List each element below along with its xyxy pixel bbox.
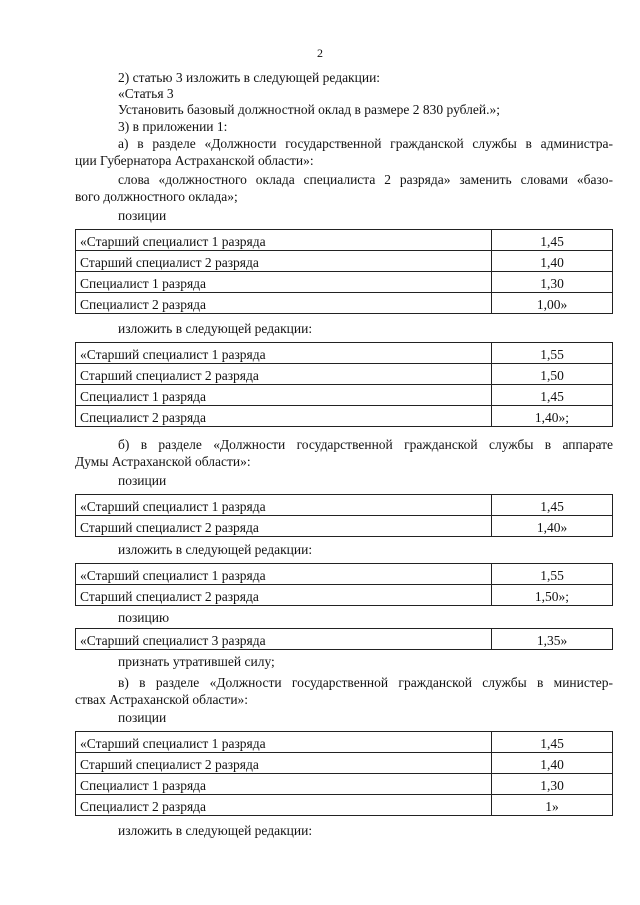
paragraph-section-a-line-2: ции Губернатора Астраханской области»:: [75, 153, 314, 168]
position-coefficient: 1,50: [492, 364, 613, 385]
label-positions: позиции: [118, 473, 167, 488]
position-name: «Старший специалист 3 разряда: [76, 629, 492, 650]
position-coefficient: 1»: [492, 795, 613, 816]
position-name: Старший специалист 2 разряда: [76, 585, 492, 606]
position-name: «Старший специалист 1 разряда: [76, 495, 492, 516]
paragraph-appendix-1: 3) в приложении 1:: [118, 119, 228, 134]
position-coefficient: 1,45: [492, 230, 613, 251]
table-row: [76, 385, 613, 406]
table-row: [76, 564, 613, 585]
position-name: Старший специалист 2 разряда: [76, 364, 492, 385]
paragraph-section-b-line-1: б) в разделе «Должности государственной гражданской службы в аппарате: [118, 437, 613, 452]
table-row: [76, 774, 613, 795]
position-name: Специалист 1 разряда: [76, 385, 492, 406]
paragraph-section-a-line-1: а) в разделе «Должности государственной гражданской службы в администра-: [118, 136, 613, 151]
paragraph-replace-words-line-2: вого должностного оклада»;: [75, 189, 238, 204]
position-coefficient: 1,45: [492, 732, 613, 753]
table-row: [76, 364, 613, 385]
page-number: 2: [317, 46, 323, 60]
position-coefficient: 1,35»: [492, 629, 613, 650]
position-name: Старший специалист 2 разряда: [76, 516, 492, 537]
table-row: [76, 585, 613, 606]
table-row: [76, 516, 613, 537]
table-row: [76, 629, 613, 650]
paragraph-section-b-line-2: Думы Астраханской области»:: [75, 454, 251, 469]
position-name: Старший специалист 2 разряда: [76, 753, 492, 774]
positions-table-3: [75, 494, 613, 537]
position-coefficient: 1,55: [492, 564, 613, 585]
table-row: [76, 272, 613, 293]
label-new-edition: изложить в следующей редакции:: [118, 542, 313, 557]
positions-table-4: [75, 563, 613, 606]
label-positions: позиции: [118, 208, 167, 223]
paragraph-article-3-title: «Статья 3: [118, 86, 174, 101]
position-coefficient: 1,40: [492, 251, 613, 272]
position-coefficient: 1,30: [492, 774, 613, 795]
table-row: [76, 230, 613, 251]
table-row: [76, 406, 613, 427]
table-row: [76, 732, 613, 753]
position-coefficient: 1,40: [492, 753, 613, 774]
paragraph-article-3-amend: 2) статью 3 изложить в следующей редакции:: [118, 70, 381, 85]
position-name: Специалист 1 разряда: [76, 272, 492, 293]
position-coefficient: 1,00»: [492, 293, 613, 314]
label-new-edition: изложить в следующей редакции:: [118, 321, 313, 336]
position-name: «Старший специалист 1 разряда: [76, 230, 492, 251]
table-row: [76, 251, 613, 272]
paragraph-section-c-line-2: ствах Астраханской области»:: [75, 692, 249, 707]
position-coefficient: 1,45: [492, 385, 613, 406]
position-name: Специалист 1 разряда: [76, 774, 492, 795]
position-coefficient: 1,55: [492, 343, 613, 364]
table-row: [76, 343, 613, 364]
position-coefficient: 1,50»;: [492, 585, 613, 606]
table-row: [76, 495, 613, 516]
position-name: Специалист 2 разряда: [76, 293, 492, 314]
table-row: [76, 293, 613, 314]
table-row: [76, 753, 613, 774]
position-name: «Старший специалист 1 разряда: [76, 732, 492, 753]
label-void: признать утратившей силу;: [118, 654, 275, 669]
label-positions: позиции: [118, 710, 167, 725]
position-coefficient: 1,30: [492, 272, 613, 293]
positions-table-5: [75, 628, 613, 650]
positions-table-6: [75, 731, 613, 816]
position-name: Старший специалист 2 разряда: [76, 251, 492, 272]
position-name: «Старший специалист 1 разряда: [76, 564, 492, 585]
position-name: Специалист 2 разряда: [76, 406, 492, 427]
position-name: Специалист 2 разряда: [76, 795, 492, 816]
positions-table-2: [75, 342, 613, 427]
label-new-edition: изложить в следующей редакции:: [118, 823, 313, 838]
position-coefficient: 1,45: [492, 495, 613, 516]
label-position-single: позицию: [118, 610, 170, 625]
paragraph-base-salary: Установить базовый должностной оклад в размере 2 830 рублей.»;: [118, 102, 501, 117]
paragraph-section-c-line-1: в) в разделе «Должности государственной гражданской службы в министер-: [118, 675, 613, 690]
position-name: «Старший специалист 1 разряда: [76, 343, 492, 364]
position-coefficient: 1,40»: [492, 516, 613, 537]
paragraph-replace-words-line-1: слова «должностного оклада специалиста 2 разряда» заменить словами «базо-: [118, 172, 613, 187]
position-coefficient: 1,40»;: [492, 406, 613, 427]
table-row: [76, 795, 613, 816]
positions-table-1: [75, 229, 613, 314]
